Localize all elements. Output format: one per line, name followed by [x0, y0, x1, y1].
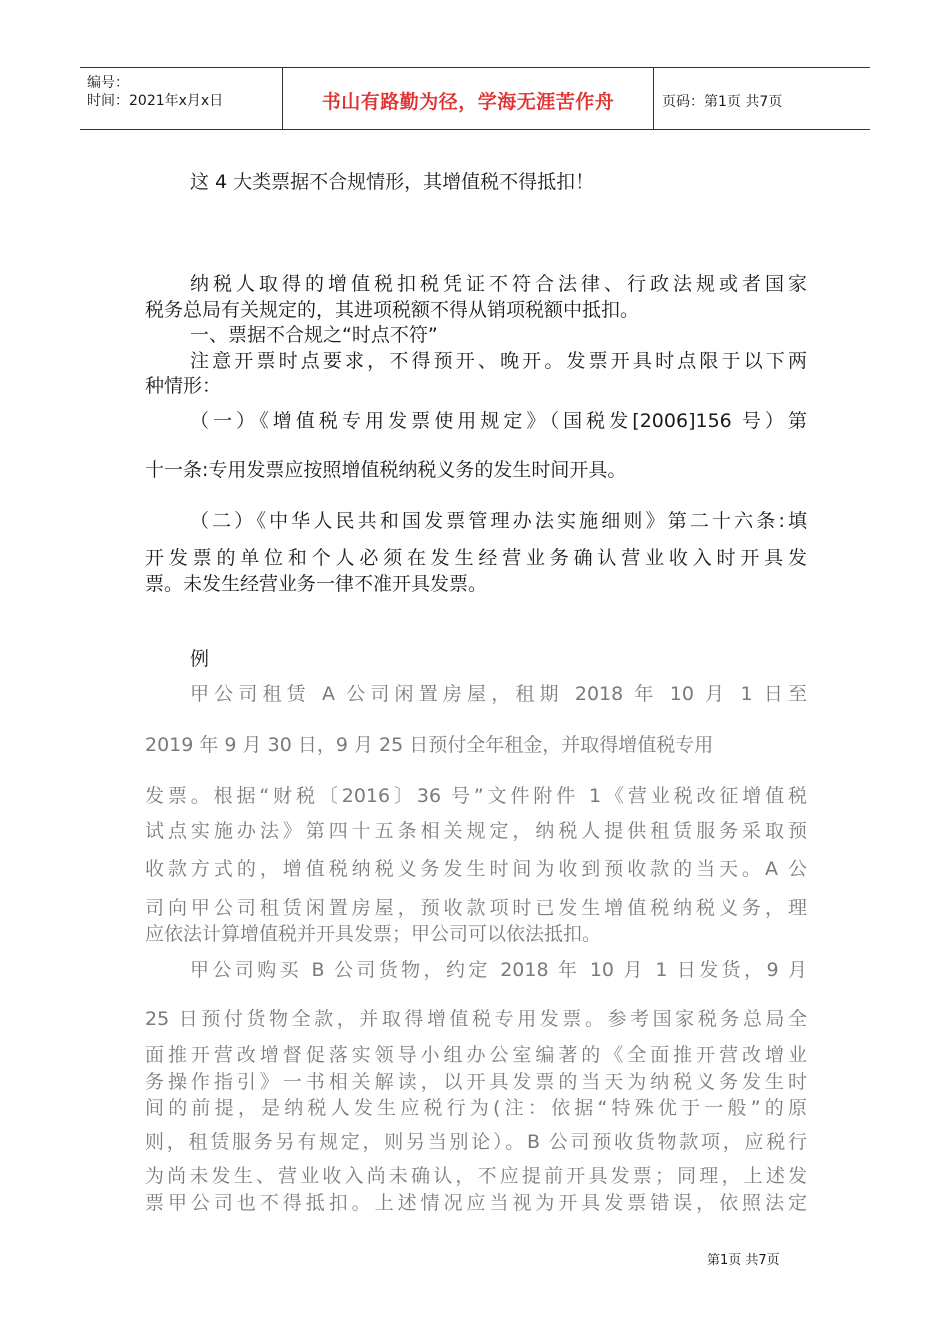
intro-line-1: 纳税人取得的增值税扣税凭证不符合法律、行政法规或者国家	[190, 273, 807, 295]
example1-line-3: 发票。根据“财税〔2016〕36 号”文件附件 1《营业税改征增值税	[145, 785, 807, 807]
rule1-line-2: 十一条:专用发票应按照增值税纳税义务的发生时间开具。	[145, 459, 627, 481]
footer-page-number: 第1页 共7页	[707, 1253, 780, 1268]
example1-line-1: 甲公司租赁 A 公司闲置房屋，租期 2018 年 10 月 1 日至	[190, 683, 807, 705]
example2-line-7: 为尚未发生、营业收入尚未确认，不应提前开具发票；同理，上述发	[145, 1165, 807, 1187]
example2-line-6: 则，租赁服务另有规定，则另当别论）。B 公司预收货物款项，应税行	[145, 1131, 807, 1153]
page-header	[80, 67, 870, 130]
document-date: 时间：2021年x月x日	[87, 93, 224, 109]
document-number: 编号：	[87, 75, 129, 91]
timing-note-line-1: 注意开票时点要求，不得预开、晚开。发票开具时点限于以下两	[190, 350, 807, 372]
intro-line-2: 税务总局有关规定的，其进项税额不得从销项税额中抵扣。	[145, 299, 640, 321]
section-heading: 一、票据不合规之“时点不符”	[190, 324, 438, 346]
header-page-cell	[654, 68, 870, 129]
rule2-line-1: （二）《中华人民共和国发票管理办法实施细则》第二十六条:填	[190, 510, 807, 532]
rule2-line-3: 票。未发生经营业务一律不准开具发票。	[145, 573, 488, 595]
example1-line-4: 试点实施办法》第四十五条相关规定，纳税人提供租赁服务采取预	[145, 820, 807, 842]
header-meta-cell	[80, 68, 283, 129]
header-page-number: 页码：第1页 共7页	[662, 94, 783, 110]
example-label: 例	[190, 648, 210, 670]
header-motto: 书山有路勤为径，学海无涯苦作舟	[321, 91, 615, 113]
example1-line-5: 收款方式的，增值税纳税义务发生时间为收到预收款的当天。A 公	[145, 858, 807, 880]
timing-note-line-2: 种情形：	[145, 375, 222, 397]
example2-line-2: 25 日预付货物全款，并取得增值税专用发票。参考国家税务总局全	[145, 1008, 807, 1030]
rule1-line-1: （一）《增值税专用发票使用规定》（国税发[2006]156 号）第	[190, 410, 807, 432]
example1-line-6: 司向甲公司租赁闲置房屋，预收款项时已发生增值税纳税义务，理	[145, 897, 807, 919]
header-motto-cell	[283, 68, 654, 129]
example1-line-2: 2019 年 9 月 30 日，9 月 25 日预付全年租金，并取得增值税专用	[145, 734, 714, 756]
example2-line-3: 面推开营改增督促落实领导小组办公室编著的《全面推开营改增业	[145, 1044, 807, 1066]
example1-line-7: 应依法计算增值税并开具发票；甲公司可以依法抵扣。	[145, 923, 602, 945]
article-title: 这 4 大类票据不合规情形，其增值税不得抵扣！	[190, 171, 595, 193]
example2-line-5: 间的前提，是纳税人发生应税行为(注：依据“特殊优于一般”的原	[145, 1097, 807, 1119]
example2-line-8: 票甲公司也不得抵扣。上述情况应当视为开具发票错误，依照法定	[145, 1192, 807, 1214]
example2-line-1: 甲公司购买 B 公司货物，约定 2018 年 10 月 1 日发货，9 月	[190, 959, 807, 981]
example2-line-4: 务操作指引》一书相关解读，以开具发票的当天为纳税义务发生时	[145, 1071, 807, 1093]
rule2-line-2: 开发票的单位和个人必须在发生经营业务确认营业收入时开具发	[145, 547, 807, 569]
